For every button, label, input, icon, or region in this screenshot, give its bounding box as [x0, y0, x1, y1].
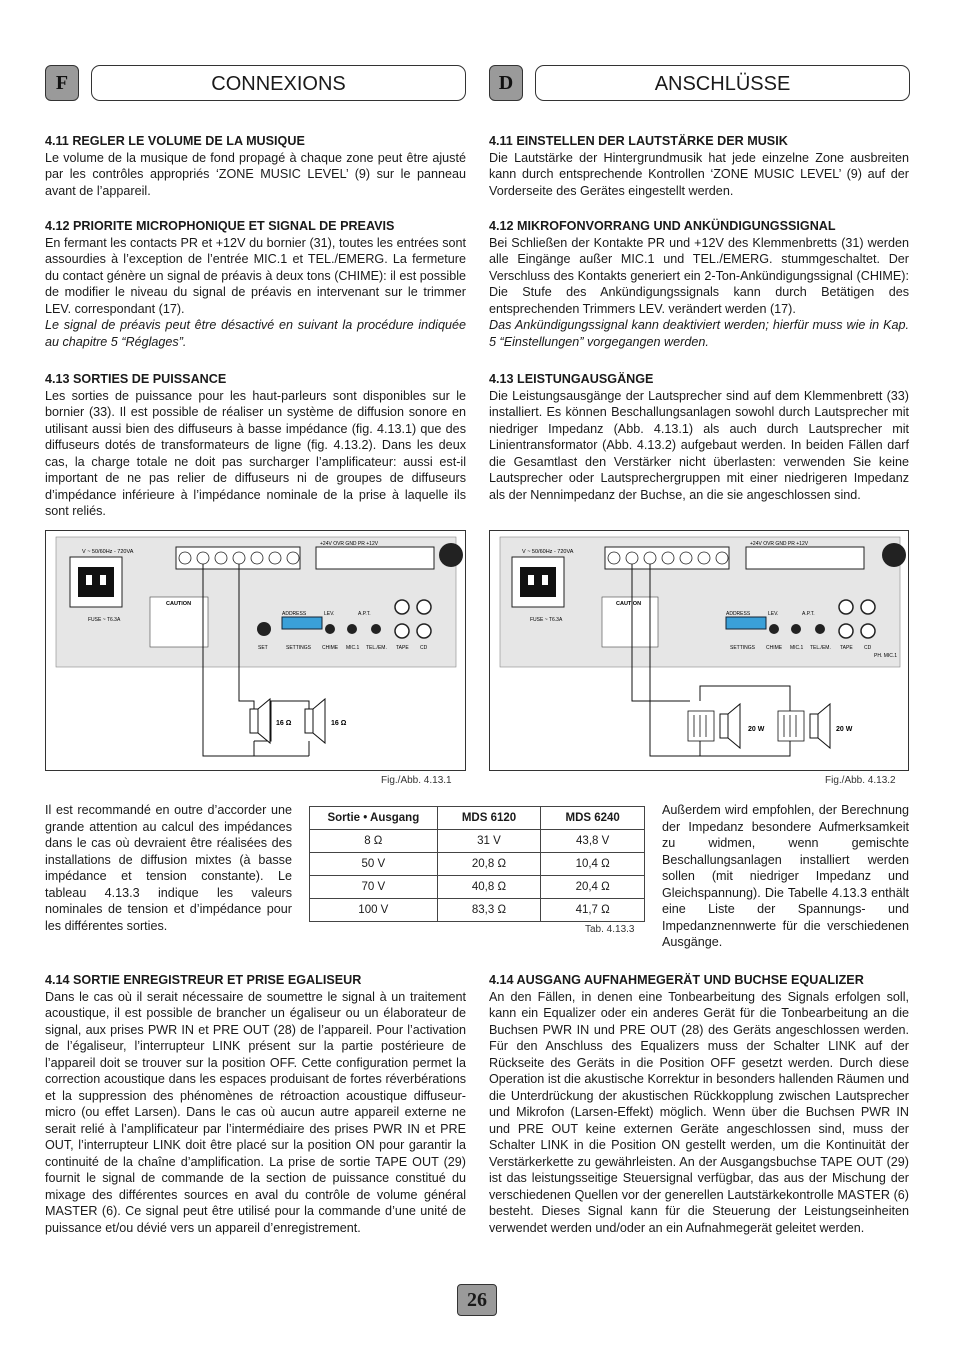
line-transformer — [688, 711, 804, 741]
fr-4-13-heading: 4.13 SORTIES DE PUISSANCE — [45, 372, 227, 386]
caution-label: CAUTION — [166, 601, 192, 607]
impedance-table — [309, 806, 645, 922]
table-caption: Tab. 4.13.3 — [585, 924, 635, 935]
table-cell: 8 Ω — [310, 830, 438, 853]
fr-4-12-body: En fermant les contacts PR et +12V du bornier (31), toutes les entrées sont assourdies à l’exception de l’entrée MIC.1 et TEL./EMERG. La fermeture du contact génère un signal de préavis à deux tons (CHIME): il est possible de modifier le niveau du signal de préavis en intervenant sur le trimmer LEV. correspondant (17). — [45, 235, 466, 316]
de-section-4-13 — [489, 371, 909, 503]
fr-section-4-14 — [45, 972, 466, 1236]
apt-label: A.P.T. — [802, 611, 815, 617]
table-cell: 100 V — [310, 899, 438, 922]
table-cell: 50 V — [310, 853, 438, 876]
de-4-12-heading: 4.12 MIKROFONVORRANG UND ANKÜNDIGUNGSSIGNAL — [489, 219, 836, 233]
de-4-11-body: Die Lautstärke der Hintergrundmusik hat jede einzelne Zone ausbreiten kann durch entsprechende Kontrollen ‘ZONE MUSIC LEVEL’ (9) auf der Vorderseite des Gerätes eingestellt werden. — [489, 150, 909, 198]
fr-section-4-11 — [45, 133, 466, 199]
lev-label: LEV. — [768, 611, 779, 617]
fr-4-13-body: Les sorties de puissance pour les haut-parleurs sont disponibles sur le bornier (33). Il est possible de réaliser un système de diffusion sonore en utilisant aussi bien des diffuseurs à basse impédance (fig. 4.13.1) que des diffuseurs dotés de transformateurs de ligne (fig. 4.13.2). Dans les deux cas, la charge totale ne doit pas surcharger l’amplificateur: aussi est-il important de ne pas relier de diffuseurs ni de groupes de diffuseurs d’impédance inférieure à l’impédance nominale de la prise à laquelle ils sont reliés. — [45, 388, 466, 518]
power-label: V ~ 50/60Hz - 720VA — [522, 549, 574, 555]
terminal-block — [176, 547, 300, 569]
address-label: ADDRESS — [282, 611, 307, 617]
jack-label: TEL./EM. — [810, 645, 831, 651]
jack-label: TEL./EM. — [366, 645, 387, 651]
fr-4-14-heading: 4.14 SORTIE ENREGISTREUR ET PRISE EGALISEUR — [45, 973, 362, 987]
table-cell: 20,4 Ω — [541, 876, 645, 899]
de-4-14-body: An den Fällen, in denen eine Tonbearbeitung des Signals erfolgen soll, kann ein Equalizer oder ein anderes Gerät für die Tonbearbeitung an die Buchsen PWR IN und PRE OUT (28) des Geräts angeschlossen werden. Für den Anschluss des Equalizers muss der Schalter LINK auf der Rückseite des Geräts in die Position OFF gesetzt werden. Durch diese Operation ist die akustische Korrektur in besonders hallenden Räumen und die Unterdrückung der akustischen Rückkopplung zwischen Lautsprecher und Mikrofon (Larsen-Effekt) möglich. Wenn über die Buchsen PWR IN und PRE OUT keine externen Geräte angeschlossen sind, muss der Schalter LINK in die Position ON gestellt werden, um die Kontinuität der Verstärkerkette zu gewährleisten. An der Ausgangsbuchse TAPE OUT (29) ist das leistungsseitige Steuersignal verfügbar, das aus der Mischung der verschiedenen Quellen vor der generellen Lautstärkekontrolle MASTER (6) besteht. Dieses Signal kann für die Steuerung der Leistungseinheiten verwendet werden und/oder an ein Aufnahmegerät geleitet werden. — [489, 989, 909, 1235]
de-section-4-12 — [489, 218, 909, 350]
de-4-11-heading: 4.11 EINSTELLEN DER LAUTSTÄRKE DER MUSIK — [489, 134, 788, 148]
jack-label: CHIME — [766, 645, 783, 651]
page-number: 26 — [457, 1284, 497, 1316]
jack-label: TAPE — [396, 645, 409, 651]
jack-label: MIC.1 — [790, 645, 804, 651]
jack-label: MIC.1 — [346, 645, 360, 651]
de-4-13-body: Die Leistungsausgänge der Lautsprecher sind auf dem Klemmenbrett (33) installiert. Es können Beschallungsanlagen sowohl durch Lautsprecher mit niedriger Impedanz (Abb. 4.13.1) als auch durch Lautsprecher mit Linientransformator (Abb. 4.13.2) aufgebaut werden. In beiden Fällen darf die Gesamtlast den Verstärker nicht überlasten: verwenden Sie keine Lautsprecher oder Lautsprechergruppen mit einer niedrigeren Impedanz als der Nennimpedanz der Buchse, an die sie angeschlossen sind. — [489, 388, 909, 502]
figure-4-13-1-diagram — [46, 531, 465, 770]
fig-caption-4-13-1: Fig./Abb. 4.13.1 — [381, 775, 452, 786]
jack-label: SETTINGS — [730, 645, 756, 651]
table-cell: 10,4 Ω — [541, 853, 645, 876]
table-row — [310, 853, 645, 876]
section-letter-d: D — [489, 65, 523, 101]
address-label: ADDRESS — [726, 611, 751, 617]
fr-4-12-italic: Le signal de préavis peut être désactivé en suivant la procédure indiquée au chapitre 5 “Réglages”. — [45, 318, 466, 349]
jack-label: CD — [420, 645, 428, 651]
speaker-power-label: 20 W — [748, 726, 765, 733]
fuse-label: FUSE ~ T6.3A — [530, 617, 563, 623]
speaker-icon — [720, 704, 830, 748]
fr-section-4-12 — [45, 218, 466, 350]
jack-label: PH. MIC.1 — [874, 653, 898, 659]
section-letter-f: F — [45, 65, 79, 101]
table-row — [310, 899, 645, 922]
fr-4-11-heading: 4.11 REGLER LE VOLUME DE LA MUSIQUE — [45, 134, 305, 148]
de-table-note: Außerdem wird empfohlen, der Berechnung der Impedanz besondere Aufmerksamkeit zu widmen, wenn gemischte Beschallungsanlagen installiert werden sollen (mit niedriger Impedanz und Gleichspannung). Die Tabelle 4.13.3 enthält eine Liste der Spannungs- und Impedanznennwerte für die verschiedenen Ausgänge. — [662, 803, 909, 949]
table-cell: 70 V — [310, 876, 438, 899]
page-title-fr: CONNEXIONS — [91, 65, 466, 101]
table-cell: 41,7 Ω — [541, 899, 645, 922]
lev-label: LEV. — [324, 611, 335, 617]
speaker-power-label: 20 W — [836, 726, 853, 733]
fr-table-note: Il est recommandé en outre d’accorder une grande attention au calcul des impédances dans le cas où devraient être réalisées des installations de diffusion mixtes (à basse impédance et tension constante). Le tableau 4.13.3 indique les valeurs nominales de tension et d’impédance pour les différentes sorties. — [45, 803, 292, 933]
table-cell: 40,8 Ω — [437, 876, 541, 899]
fr-4-12-heading: 4.12 PRIORITE MICROPHONIQUE ET SIGNAL DE PREAVIS — [45, 219, 395, 233]
table-cell: 31 V — [437, 830, 541, 853]
speaker-impedance-label: 16 Ω — [331, 720, 347, 727]
table-cell: 83,3 Ω — [437, 899, 541, 922]
fr-4-14-body: Dans le cas où il serait nécessaire de soumettre le signal à un traitement acoustique, il est possible de brancher un égaliseur ou un élaborateur de signal, aux prises PWR IN et PRE OUT (28) de l’appareil. Pour l’activation de l’égaliseur, l’interrupteur LINK présent sur la partie postérieure de l’appareil doit se trouver sur la position OFF. Cette configuration permet la correction acoustique dans les espaces produisant de fortes réverbérations et la suppression des phénomènes de rétroaction acoustique diffuseur-micro (ou effet Larsen). Dans le cas où aucun autre appareil externe ne serait relié à l’amplificateur par l’intermédiaire des prises PWR IN et PRE OUT, l’interrupteur LINK doit être placé sur la position ON pour garantir la continuité de la chaîne d’amplification. La prise de sortie TAPE OUT (29) fournit le signal de commande de la section de puissance constitué du mixage des différentes sources en aval du contrôle de volume général MASTER (6). Ce signal peut être utilisé pour la commande d’une unité de puissance et/ou dévié vers un appareil d’enregistrement. — [45, 989, 466, 1235]
rail-label: +24V OVR GND PR +12V — [320, 541, 379, 547]
de-section-4-11 — [489, 133, 909, 199]
fr-4-11-body: Le volume de la musique de fond propagé à chaque zone peut être ajusté par les contrôles appropriés ‘ZONE MUSIC LEVEL’ (9) sur le panneau avant de l’appareil. — [45, 150, 466, 198]
de-4-12-body: Bei Schließen der Kontakte PR und +12V des Klemmenbretts (31) werden alle Eingänge außer MIC.1 und TEL./EMERG. stummgeschaltet. Der Verschluss des Kontakts generiert ein 2-Ton-Ankündigungssignal (CHIME): Die Stufe des Ankündigungssignals kann durch Betätigen des entsprechenden Trimmers LEV. verändert werden (17). — [489, 235, 909, 316]
table-row — [310, 830, 645, 853]
power-label: V ~ 50/60Hz - 720VA — [82, 549, 134, 555]
terminal-block — [605, 547, 729, 569]
jack-label: SET — [258, 645, 268, 651]
rail-label: +24V OVR GND PR +12V — [750, 541, 809, 547]
table-header: Sortie • Ausgang — [310, 807, 438, 830]
jack-label: TAPE — [840, 645, 853, 651]
jack-label: SETTINGS — [286, 645, 312, 651]
apt-label: A.P.T. — [358, 611, 371, 617]
table-row — [310, 876, 645, 899]
table-cell: 20,8 Ω — [437, 853, 541, 876]
figure-4-13-1 — [45, 530, 466, 771]
fuse-label: FUSE ~ T6.3A — [88, 617, 121, 623]
caution-label: CAUTION — [616, 601, 642, 607]
de-4-14-heading: 4.14 AUSGANG AUFNAHMEGERÄT UND BUCHSE EQUALIZER — [489, 973, 864, 987]
jack-label: CD — [864, 645, 872, 651]
jack-label: CHIME — [322, 645, 339, 651]
de-4-12-italic: Das Ankündigungssignal kann deaktiviert werden; hierfür muss wie in Kap. 5 “Einstellungen” vorgegangen werden. — [489, 318, 909, 349]
page-title-de: ANSCHLÜSSE — [535, 65, 910, 101]
table-header: MDS 6240 — [541, 807, 645, 830]
table-header: MDS 6120 — [437, 807, 541, 830]
fr-section-4-13 — [45, 371, 466, 520]
table-cell: 43,8 V — [541, 830, 645, 853]
de-4-13-heading: 4.13 LEISTUNGAUSGÄNGE — [489, 372, 654, 386]
de-section-4-14 — [489, 972, 909, 1236]
speaker-impedance-label: 16 Ω — [276, 720, 292, 727]
figure-4-13-2 — [489, 530, 909, 771]
fig-caption-4-13-2: Fig./Abb. 4.13.2 — [825, 775, 896, 786]
figure-4-13-2-diagram — [490, 531, 908, 770]
